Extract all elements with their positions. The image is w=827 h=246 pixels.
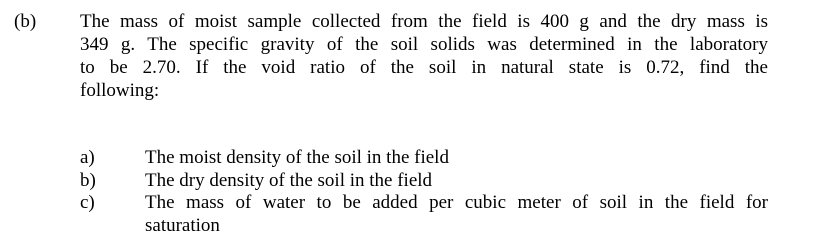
question-label: (b) xyxy=(14,11,37,32)
question-text xyxy=(80,10,768,102)
question-text-line: 349 g. The specific gravity of the soil solids was determined in the laboratory xyxy=(80,34,768,55)
sub-question-text xyxy=(145,147,768,170)
question-text-line: The mass of moist sample collected from the field is 400 g and the dry mass is xyxy=(80,11,768,32)
sub-question-a xyxy=(80,147,768,170)
sub-question-c xyxy=(80,192,768,237)
sub-question-text xyxy=(145,170,768,193)
question-text-line: following: xyxy=(80,80,160,101)
sub-question-marker: c) xyxy=(80,192,95,213)
question-text-line: to be 2.70. If the void ratio of the soil in natural state is 0.72, find the xyxy=(80,57,768,78)
sub-question-text-line: The dry density of the soil in the field xyxy=(145,169,433,191)
sub-question-list xyxy=(80,147,768,237)
sub-question-text-line: The moist density of the soil in the field xyxy=(145,147,449,168)
sub-question-text-line: saturation xyxy=(145,214,220,236)
sub-question-text-line: The mass of water to be added per cubic meter of soil in the field for xyxy=(145,192,768,213)
sub-question-text xyxy=(145,192,768,237)
sub-question-marker: b) xyxy=(80,169,96,191)
sub-question-marker: a) xyxy=(80,147,95,168)
sub-question-b xyxy=(80,170,768,193)
